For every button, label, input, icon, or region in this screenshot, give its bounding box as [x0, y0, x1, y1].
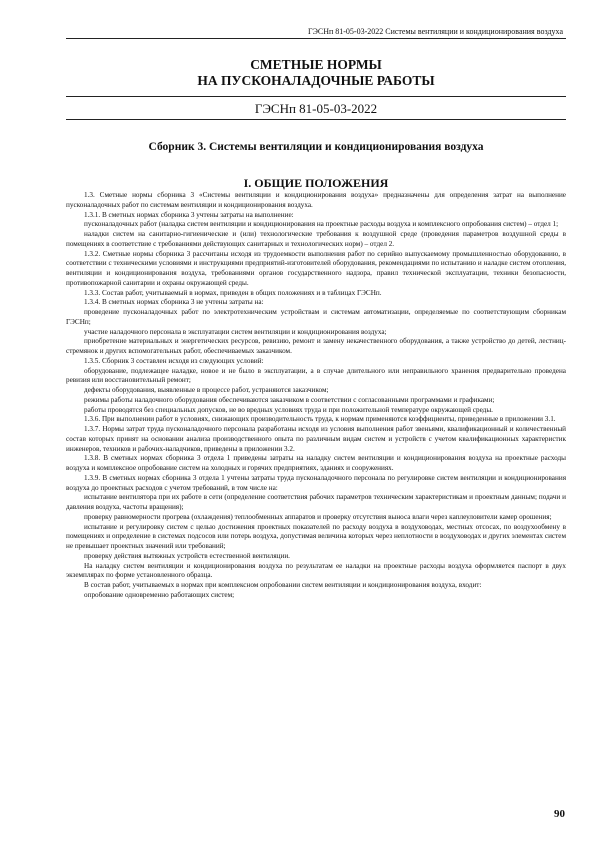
- paragraph: На наладку систем вентиляции и кондиционирования воздуха по результатам ее наладки на проектные расходы воздуха оформляется паспорт в двух экземплярах по форме установленного образца.: [66, 561, 566, 580]
- paragraph: проведение пусконаладочных работ по электротехническим устройствам и системам автоматизации, определяемые по соответствующим сборникам ГЭСНп;: [66, 308, 566, 326]
- running-header: ГЭСНп 81-05-03-2022 Системы вентиляции и кондиционирования воздуха: [307, 27, 563, 36]
- paragraph: наладки систем на санитарно-гигиенические и (или) технологические требования к воздушной среде (проведения параметров воздушной среды в помещениях в соответствие с требованиями действующих санитарных и технологических норм) – отдел 2.: [66, 230, 566, 248]
- paragraph: 1.3. Сметные нормы сборника 3 «Системы вентиляции и кондиционирования воздуха» предназначены для определения затрат на выполнение пусконаладочных работ по системам вентиляции и кондиционирования воздуха.: [66, 191, 566, 209]
- paragraph: пусконаладочных работ (наладка систем вентиляции и кондиционирования на проектные расходы воздуха и комплексного опробования систем) – отдел 1;: [84, 220, 559, 229]
- paragraph: 1.3.1. В сметных нормах сборника 3 учтены затраты на выполнение:: [84, 210, 294, 219]
- paragraph: 1.3.9. В сметных нормах сборника 3 отдела 1 учтены затраты труда пусконаладочного персонала по регулировке систем вентиляции и кондиционирования воздуха до проектных расходов с учетом требований, в том числе на:: [66, 473, 566, 492]
- code-rule-top: [66, 96, 566, 97]
- paragraph: оборудование, подлежащее наладке, новое и не было в эксплуатации, а в случае длительного или неправильного хранения предварительно проведена ревизия или восстановительный ремонт;: [66, 366, 566, 385]
- paragraph: 1.3.8. В сметных нормах сборника 3 отдела 1 приведены затраты на наладку систем вентиляции и кондиционирования воздуха на проектные расходы воздуха и комплексное опробование систем на холодных и горячих предприятиях, зданиях и сооружениях.: [66, 454, 566, 472]
- paragraph: дефекты оборудования, выявленные в процессе работ, устраняются заказчиком;: [84, 386, 329, 394]
- paragraph: испытание и регулировку систем с целью достижения проектных показателей по расходу воздуха в воздуховодах, местных отсосах, по воздухообмену в помещениях и определение в системах подсосов или потерь воздуха, допустимая величина которых через неплотности в воздуховодах и других элементах систем не превышает проектных значений или требований;: [66, 522, 566, 550]
- paragraph: 1.3.3. Состав работ, учитываемый в нормах, приведен в общих положениях и в таблицах ГЭСНп.: [84, 288, 382, 297]
- collection-title: Сборник 3. Системы вентиляции и кондиционирования воздуха: [148, 141, 484, 153]
- paragraph: приобретение материальных и энергетических ресурсов, ревизию, ремонт и замену некачественного оборудования, а также устройство до детей, лестниц-стремянок и других вспомогательных работ, обеспечиваемых заказчиком.: [66, 337, 566, 355]
- paragraph: В состав работ, учитываемых в нормах при комплексном опробовании систем вентиляции и кондиционирования воздуха, входит:: [84, 581, 482, 589]
- paragraph: 1.3.5. Сборник 3 составлен исходя из следующих условий:: [84, 356, 264, 365]
- paragraph: испытание вентилятора при их работе в сети (определение соответствия рабочих параметров техническим характеристикам и проектным данным; подачи и давления воздуха, частоты вращения);: [66, 493, 566, 511]
- document-code: ГЭСНп 81-05-03-2022: [254, 101, 378, 116]
- title-line-2: НА ПУСКОНАЛАДОЧНЫЕ РАБОТЫ: [197, 73, 435, 88]
- code-rule-bottom: [66, 119, 566, 120]
- paragraph: проверку равномерности прогрева (охлаждения) теплообменных аппаратов и проверку отсутствия выноса влаги через каплеуловители камер орошения;: [84, 512, 552, 521]
- paragraph: 1.3.2. Сметные нормы сборника 3 рассчитаны исходя из трудоемкости выполнения работ по серийно выпускаемому промышленностью оборудованию, в соответствии с техническими условиями и инструкциями предприятий-изготовителей оборудования, рекомендациями по испытанию и наладке систем отопления, вентиляции и кондиционирования воздуха, требованиями органов государственного надзора, правил технической эксплуатации, техники безопасности, противопожарной санитарии и охраны окружающей среды.: [66, 249, 566, 287]
- title-line-1: СМЕТНЫЕ НОРМЫ: [250, 57, 382, 72]
- body-text: [66, 191, 566, 601]
- paragraph: 1.3.4. В сметных нормах сборника 3 не учтены затраты на:: [84, 298, 264, 307]
- paragraph: проверку действия вытяжных устройств естественной вентиляции.: [84, 551, 290, 560]
- paragraph: работы проводятся без специальных допусков, не во вредных условиях труда и при положительной температуре окружающей среды.: [84, 405, 493, 414]
- header-rule: [66, 38, 566, 39]
- section-title: I. ОБЩИЕ ПОЛОЖЕНИЯ: [243, 176, 389, 190]
- paragraph: 1.3.6. При выполнении работ в условиях, снижающих производительность труда, к нормам применяются коэффициенты, приведенные в приложении 3.1.: [84, 415, 556, 424]
- paragraph: 1.3.7. Нормы затрат труда пусконаладочного персонала разработаны исходя из условия выполнения работ звеньями, квалификационный и количественный состав которых принят на основании анализа производственного опыта по различным видам систем и устройств с учетом квалификационных характеристик инженеров, техников и рабочих-наладчиков, приведены в приложении 3.2.: [66, 425, 566, 453]
- paragraph: режимы работы наладочного оборудования обеспечиваются заказчиком в соответствии с согласованными программами и графиками;: [84, 395, 495, 404]
- page-number: 90: [554, 808, 565, 820]
- document-title: [66, 57, 566, 89]
- paragraph: участие наладочного персонала в эксплуатации систем вентиляции и кондиционирования воздуха;: [84, 327, 387, 336]
- paragraph: опробование одновременно работающих систем;: [84, 590, 235, 599]
